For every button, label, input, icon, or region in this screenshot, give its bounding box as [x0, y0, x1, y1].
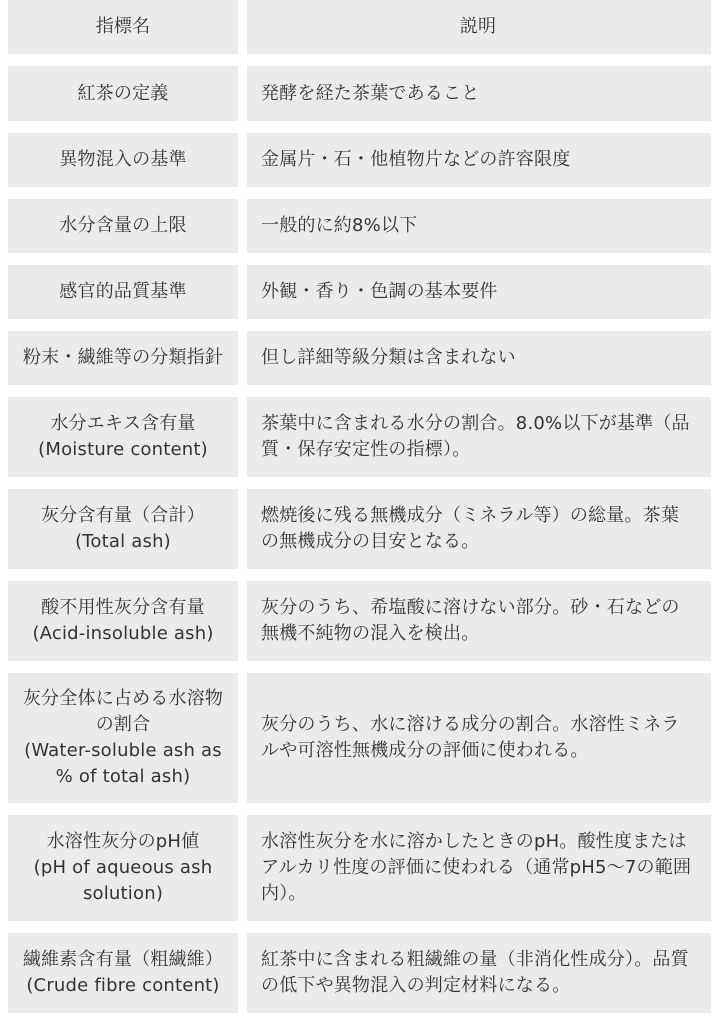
indicator-name-cell — [8, 673, 238, 803]
indicator-name: 酸不用性灰分含有量 (Acid-insoluble ash) — [32, 597, 214, 644]
indicator-name: 灰分全体に占める水溶物 の割合 (Water-soluble ash as % of total ash) — [22, 688, 224, 787]
indicator-name: 異物混入の基準 — [59, 149, 187, 170]
indicator-description-cell — [247, 673, 711, 803]
indicator-name: 紅茶の定義 — [77, 82, 169, 104]
indicator-name: 繊維素含有量（粗繊維） (Crude fibre content) — [22, 949, 224, 996]
indicator-name: 感官的品質基準 — [59, 281, 187, 302]
indicator-description: 灰分のうち、水に溶ける成分の割合。水溶性ミネラ ルや可溶性無機成分の評価に使われる。 — [261, 714, 680, 761]
indicator-name-cell — [8, 933, 238, 1013]
table-row — [0, 397, 720, 477]
indicator-name-cell — [8, 133, 238, 187]
indicator-name-cell — [8, 489, 238, 569]
table-row — [0, 581, 720, 661]
indicator-description-cell — [247, 133, 711, 187]
indicator-name-cell — [8, 397, 238, 477]
indicator-description-cell — [247, 199, 711, 253]
indicator-description: 金属片・石・他植物片などの許容限度 — [261, 149, 571, 170]
indicator-name-cell — [8, 331, 238, 385]
header-cell-name — [8, 0, 238, 54]
indicator-description: 但し詳細等級分類は含まれない — [261, 347, 516, 368]
indicator-description: 外観・香り・色調の基本要件 — [261, 281, 498, 302]
indicator-name-cell — [8, 815, 238, 921]
indicator-name: 水溶性灰分のpH値 (pH of aqueous ash solution) — [33, 831, 213, 904]
indicator-description: 一般的に約8%以下 — [261, 215, 418, 236]
table-row — [0, 66, 720, 121]
table-row — [0, 489, 720, 569]
indicator-name: 粉末・繊維等の分類指針 — [22, 347, 224, 368]
indicator-description: 灰分のうち、希塩酸に溶けない部分。砂・石などの 無機不純物の混入を検出。 — [261, 597, 680, 644]
indicator-description: 燃焼後に残る無機成分（ミネラル等）の総量。茶葉 の無機成分の目安となる。 — [261, 505, 680, 552]
indicator-description-cell — [247, 815, 711, 921]
table-row — [0, 133, 720, 187]
table-row — [0, 199, 720, 253]
indicator-name-cell — [8, 66, 238, 121]
indicator-name: 水分含量の上限 — [59, 215, 187, 236]
indicator-name-cell — [8, 199, 238, 253]
header-description-label: 説明 — [459, 16, 497, 37]
indicator-description-cell — [247, 397, 711, 477]
indicator-description: 茶葉中に含まれる水分の割合。8.0%以下が基準（品 質・保存安定性の指標）。 — [261, 413, 690, 460]
indicator-description-cell — [247, 331, 711, 385]
table-header — [0, 0, 720, 54]
indicator-description: 水溶性灰分を水に溶かしたときのpH。酸性度または アルカリ性度の評価に使われる（通常pH5〜7の範囲 内）。 — [261, 831, 692, 904]
table-row — [0, 265, 720, 319]
header-cell-description — [247, 0, 711, 54]
table-row — [0, 815, 720, 921]
indicator-name-cell — [8, 581, 238, 661]
indicator-description-cell — [247, 66, 711, 121]
indicator-description-cell — [247, 265, 711, 319]
indicator-description-cell — [247, 581, 711, 661]
indicator-description-cell — [247, 489, 711, 569]
table-row — [0, 673, 720, 803]
table-row — [0, 331, 720, 385]
indicator-name: 灰分含有量（合計） (Total ash) — [41, 505, 205, 552]
indicator-description: 発酵を経た茶葉であること — [261, 82, 480, 104]
indicator-name: 水分エキス含有量 (Moisture content) — [38, 413, 208, 460]
header-name-label: 指標名 — [95, 16, 151, 37]
indicator-description: 紅茶中に含まれる粗繊維の量（非消化性成分）。品質 の低下や異物混入の判定材料になる。 — [261, 949, 689, 996]
indicator-description-cell — [247, 933, 711, 1013]
indicator-name-cell — [8, 265, 238, 319]
table-row — [0, 933, 720, 1013]
